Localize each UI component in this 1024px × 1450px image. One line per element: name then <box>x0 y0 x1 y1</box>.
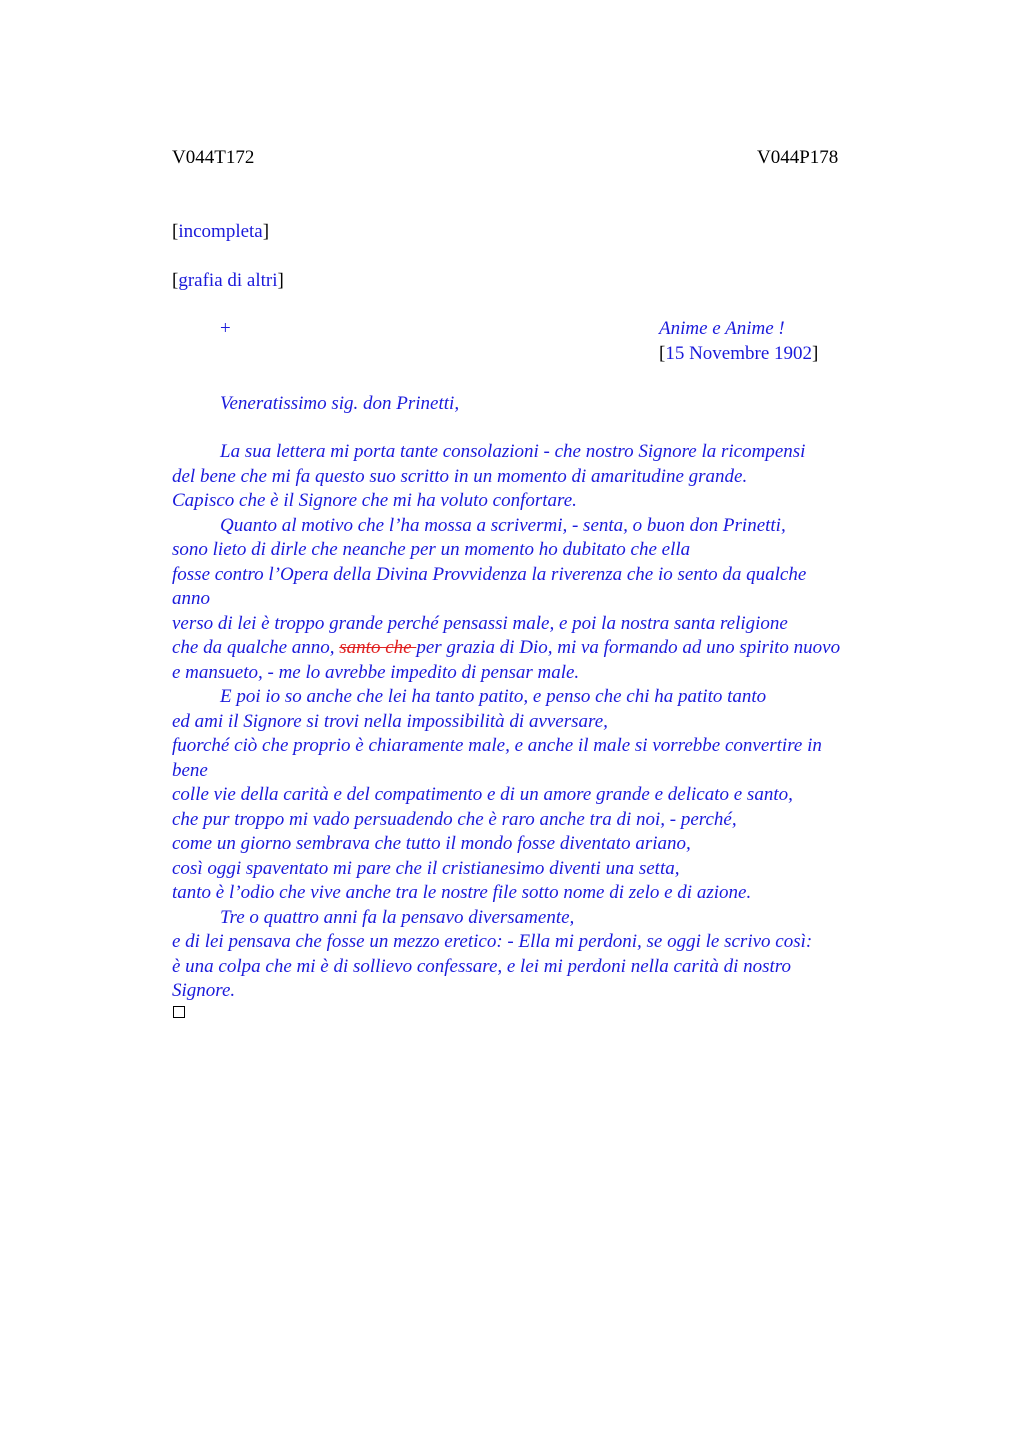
letter-date: [15 Novembre 1902] <box>659 343 819 364</box>
body-line: tanto è l’odio che vive anche tra le nostre file sotto nome di zelo e di azione. <box>172 882 752 903</box>
note-handwriting-text: grafia di altri <box>178 270 278 291</box>
body-line: è una colpa che mi è di sollievo confessare, e lei mi perdoni nella carità di nostro <box>172 955 791 977</box>
salutation: Veneratissimo sig. don Prinetti, <box>220 393 460 414</box>
note-incomplete-text: incompleta <box>178 221 263 242</box>
body-line: E poi io so anche che lei ha tanto patito, e penso che chi ha patito tanto <box>220 686 767 707</box>
note-handwriting: [grafia di altri] <box>172 270 284 291</box>
body-line: e di lei pensava che fosse un mezzo eretico: - Ella mi perdoni, se oggi le scrivo così: <box>172 931 813 952</box>
body-line: del bene che mi fa questo suo scritto in un momento di amaritudine grande. <box>172 465 748 487</box>
header-left-code: V044T172 <box>172 147 255 168</box>
letter-date-text: 15 Novembre 1902 <box>665 343 813 364</box>
body-line: Capisco che è il Signore che mi ha voluto confortare. <box>172 490 577 511</box>
body-line: anno <box>172 588 210 609</box>
body-line: Tre o quattro anni fa la pensavo diversamente, <box>220 906 575 928</box>
deleted-text: santo che <box>339 637 417 658</box>
body-line: come un giorno sembrava che tutto il mondo fosse diventato ariano, <box>172 833 691 854</box>
header-right-code: V044P178 <box>757 147 839 168</box>
letter-title: Anime e Anime ! <box>659 318 785 339</box>
body-line: che pur troppo mi vado persuadendo che è raro anche tra di noi, - perché, <box>172 808 737 830</box>
body-line: colle vie della carità e del compatimento e di un amore grande e delicato e santo, <box>172 784 793 805</box>
body-line: verso di lei è troppo grande perché pensassi male, e poi la nostra santa religione <box>172 612 788 634</box>
end-of-text-box-icon <box>173 1006 185 1018</box>
body-line: e mansueto, - me lo avrebbe impedito di pensar male. <box>172 661 580 683</box>
body-line: così oggi spaventato mi pare che il cristianesimo diventi una setta, <box>172 857 680 879</box>
body-line-part: che da qualche anno, <box>172 637 340 658</box>
body-line: Quanto al motivo che l’ha mossa a scrivermi, - senta, o buon don Prinetti, <box>220 514 786 536</box>
cross-symbol: + <box>220 318 231 339</box>
body-line: Signore. <box>172 980 236 1001</box>
body-line: La sua lettera mi porta tante consolazioni - che nostro Signore la ricompensi <box>220 441 806 462</box>
body-line: ed ami il Signore si trovi nella impossibilità di avversare, <box>172 710 608 732</box>
body-line: fosse contro l’Opera della Divina Provvidenza la riverenza che io sento da qualche <box>172 563 807 585</box>
note-incomplete: [incompleta] <box>172 221 270 242</box>
body-line: sono lieto di dirle che neanche per un momento ho dubitato che ella <box>172 539 691 560</box>
body-line: bene <box>172 759 208 781</box>
body-line: fuorché ciò che proprio è chiaramente male, e anche il male si vorrebbe convertire in <box>172 735 822 756</box>
body-line-part: per grazia di Dio, mi va formando ad uno spirito nuovo <box>416 637 841 658</box>
letter-body <box>172 440 912 1004</box>
body-line-with-deletion <box>172 636 912 661</box>
